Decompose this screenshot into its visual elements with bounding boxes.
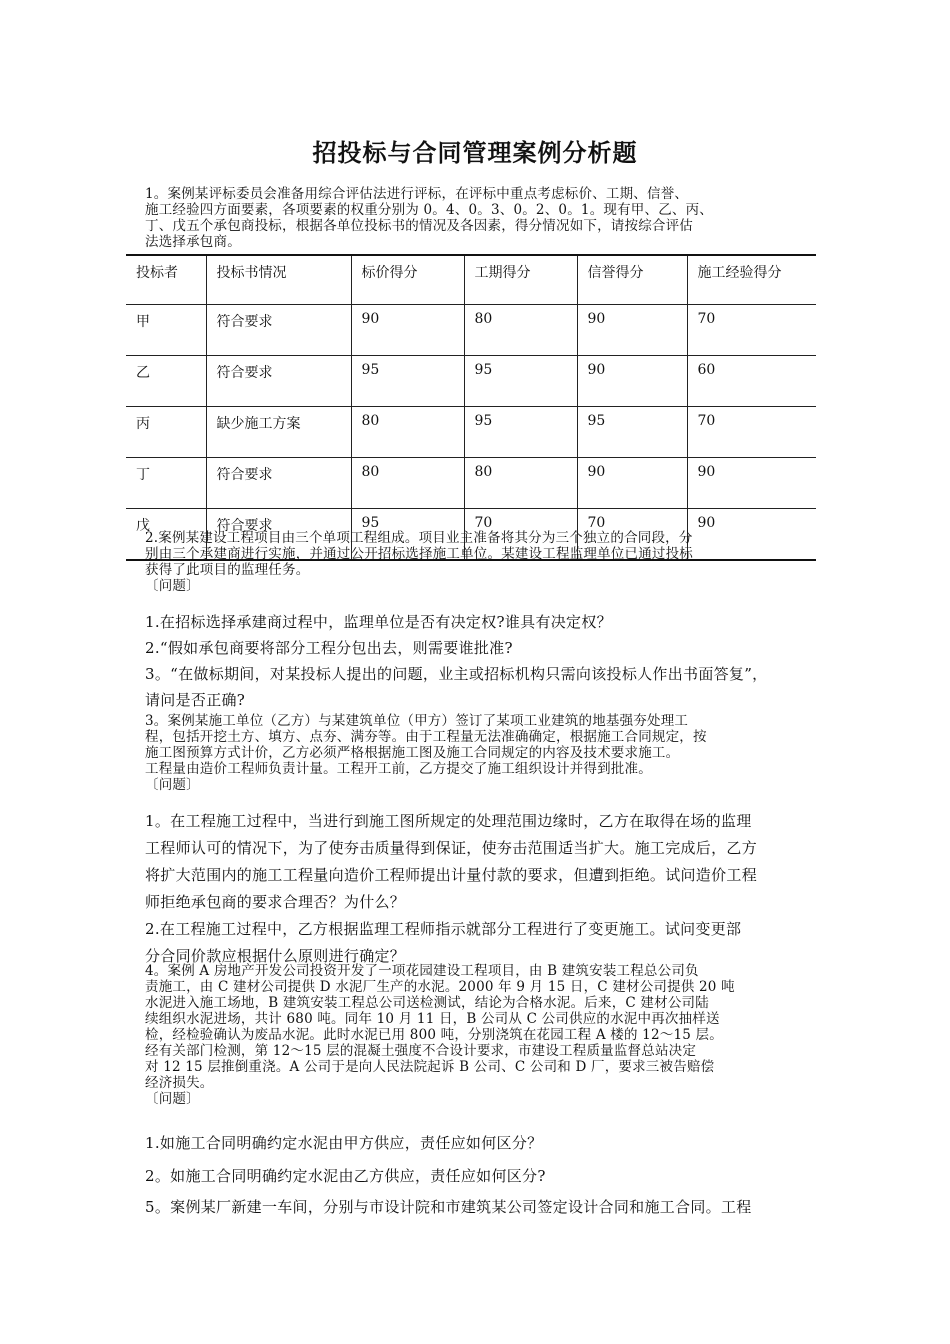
table-cell: 90 [577,305,687,356]
question-label: 〔问题〕 [145,578,200,594]
case5-intro [145,1196,815,1222]
case3-intro [145,713,820,793]
text-line: 法选择承包商。 [145,234,241,250]
text-line: 获得了此项目的监理任务。 [145,562,310,578]
table-cell: 70 [687,407,816,458]
table-cell: 符合要求 [206,509,351,561]
score-table [126,254,816,561]
question-line: 分合同价款应根据什么原则进行确定？ [145,947,406,965]
header-cell: 工期得分 [464,255,577,305]
question-line: 请问是否正确? [145,691,246,709]
table-cell: 80 [464,458,577,509]
text-line: 丁、戊五个承包商投标，根据各单位投标书的情况及各因素，得分情况如下，请按综合评估 [145,218,693,234]
text-line: 施工图预算方式计价，乙方必须严格根据施工图及施工合同规定的内容及技术要求施工。 [145,745,680,761]
question-line: 将扩大范围内的施工工程量向造价工程师提出计量付款的要求，但遭到拒绝。试问造价工程 [145,866,758,884]
header-cell: 投标者 [136,265,178,281]
text-line: 经有关部门检测，第 12～15 层的混凝土强度不合设计要求，市建设工程质量监督总站决定 [145,1043,697,1059]
table-cell: 戊 [136,518,150,534]
table-cell: 90 [687,458,816,509]
text-line: 2.案例某建设工程项目由三个单项工程组成。项目业主准备将其分为三个独立的合同段，分 [145,530,693,546]
text-line: 1。案例某评标委员会准备用综合评估法进行评标，在评标中重点考虑标价、工期、信誉、 [145,186,689,202]
table-cell: 95 [351,356,464,407]
table-cell: 95 [464,356,577,407]
text-line: 检，经检验确认为废品水泥。此时水泥已用 800 吨，分别浇筑在花园工程 A 楼的 12～15 层。 [145,1027,723,1043]
table-cell: 95 [577,407,687,458]
text-line: 责施工，由 C 建材公司提供 D 水泥厂生产的水泥。2000 年 9 月 15 日，C 建材公司提供 20 吨 [145,979,735,995]
table-header-row [126,255,816,305]
table-row [126,458,816,509]
case2-intro [145,530,820,594]
question-label: 〔问题〕 [145,777,200,793]
table-cell: 90 [351,305,464,356]
table-cell: 70 [687,305,816,356]
table-cell: 乙 [136,365,150,381]
header-cell: 标价得分 [351,255,464,305]
table-cell: 90 [687,509,816,561]
table-cell: 95 [464,407,577,458]
case4-questions [145,1132,815,1195]
table-cell: 符合要求 [206,458,351,509]
question-label: 〔问题〕 [145,1091,200,1107]
table-cell: 80 [464,305,577,356]
table-row [126,407,816,458]
table-cell: 95 [351,509,464,561]
table-cell: 90 [577,356,687,407]
header-cell: 施工经验得分 [687,255,816,305]
table-cell: 80 [351,407,464,458]
text-line: 别由三个承建商进行实施，并通过公开招标选择施工单位。某建设工程监理单位已通过投标 [145,546,693,562]
text-line: 水泥进入施工场地，B 建筑安装工程总公司送检测试，结论为合格水泥。后来，C 建材公司陆 [145,995,709,1011]
table-cell: 符合要求 [206,356,351,407]
question-line: 工程师认可的情况下，为了使夯击质量得到保证，使夯击范围适当扩大。施工完成后，乙方 [145,839,758,857]
text-line: 程，包括开挖土方、填方、点夯、满夯等。由于工程量无法准确确定，根据施工合同规定，按 [145,729,707,745]
text-line: 对 12 15 层推倒重浇。A 公司于是向人民法院起诉 B 公司、C 公司和 D 厂，要求三被告赔偿 [145,1059,715,1075]
header-cell: 信誉得分 [577,255,687,305]
header-cell: 投标书情况 [206,255,351,305]
text-line: 4。案例 A 房地产开发公司投资开发了一项花园建设工程项目，由 B 建筑安装工程总公司负 [145,963,699,979]
question-line: 2。如施工合同明确约定水泥由乙方供应，责任应如何区分? [145,1167,546,1185]
question-line: 师拒绝承包商的要求合理否？为什么？ [145,893,406,911]
question-line: 1。在工程施工过程中，当进行到施工图所规定的处理范围边缘时，乙方在取得在场的监理 [145,812,752,830]
table-cell: 丁 [136,467,150,483]
case4-intro [145,963,820,1107]
question-line: 2.在工程施工过程中，乙方根据监理工程师指示就部分工程进行了变更施工。试问变更部 [145,920,742,938]
table-cell: 70 [577,509,687,561]
text-line: 续组织水泥进场，共计 680 吨。同年 10 月 11 日，B 公司从 C 公司供应的水泥中再次抽样送 [145,1011,720,1027]
text-line: 经济损失。 [145,1075,214,1091]
text-line: 5。案例某厂新建一车间，分别与市设计院和市建筑某公司签定设计合同和施工合同。工程 [145,1198,752,1216]
text-line: 工程量由造价工程师负责计量。工程开工前，乙方提交了施工组织设计并得到批准。 [145,761,652,777]
table-cell: 70 [464,509,577,561]
table-cell: 90 [577,458,687,509]
question-line: 1.如施工合同明确约定水泥由甲方供应，责任应如何区分？ [145,1134,543,1152]
text-line: 施工经验四方面要素，各项要素的权重分别为 0。4、0。3、0。2、0。1。现有甲、乙、丙、 [145,202,714,218]
table-cell: 甲 [136,314,150,330]
document-title: 招投标与合同管理案例分析题 [312,138,638,167]
case3-questions [145,810,815,972]
table-cell: 60 [687,356,816,407]
table-cell: 缺少施工方案 [206,407,351,458]
table-cell: 80 [351,458,464,509]
table-row [126,305,816,356]
question-line: 2.“假如承包商要将部分工程分包出去，则需要谁批准? [145,639,513,657]
text-line: 3。案例某施工单位（乙方）与某建筑单位（甲方）签订了某项工业建筑的地基强夯处理工 [145,713,689,729]
case2-questions [145,611,815,715]
question-line: 1.在招标选择承建商过程中，监理单位是否有决定权?谁具有决定权？ [145,613,612,631]
table-row [126,356,816,407]
case1-intro [145,186,820,250]
table-cell: 丙 [136,416,150,432]
question-line: 3。“在做标期间，对某投标人提出的问题，业主或招标机构只需向该投标人作出书面答复”， [145,665,768,683]
table-cell: 符合要求 [206,305,351,356]
